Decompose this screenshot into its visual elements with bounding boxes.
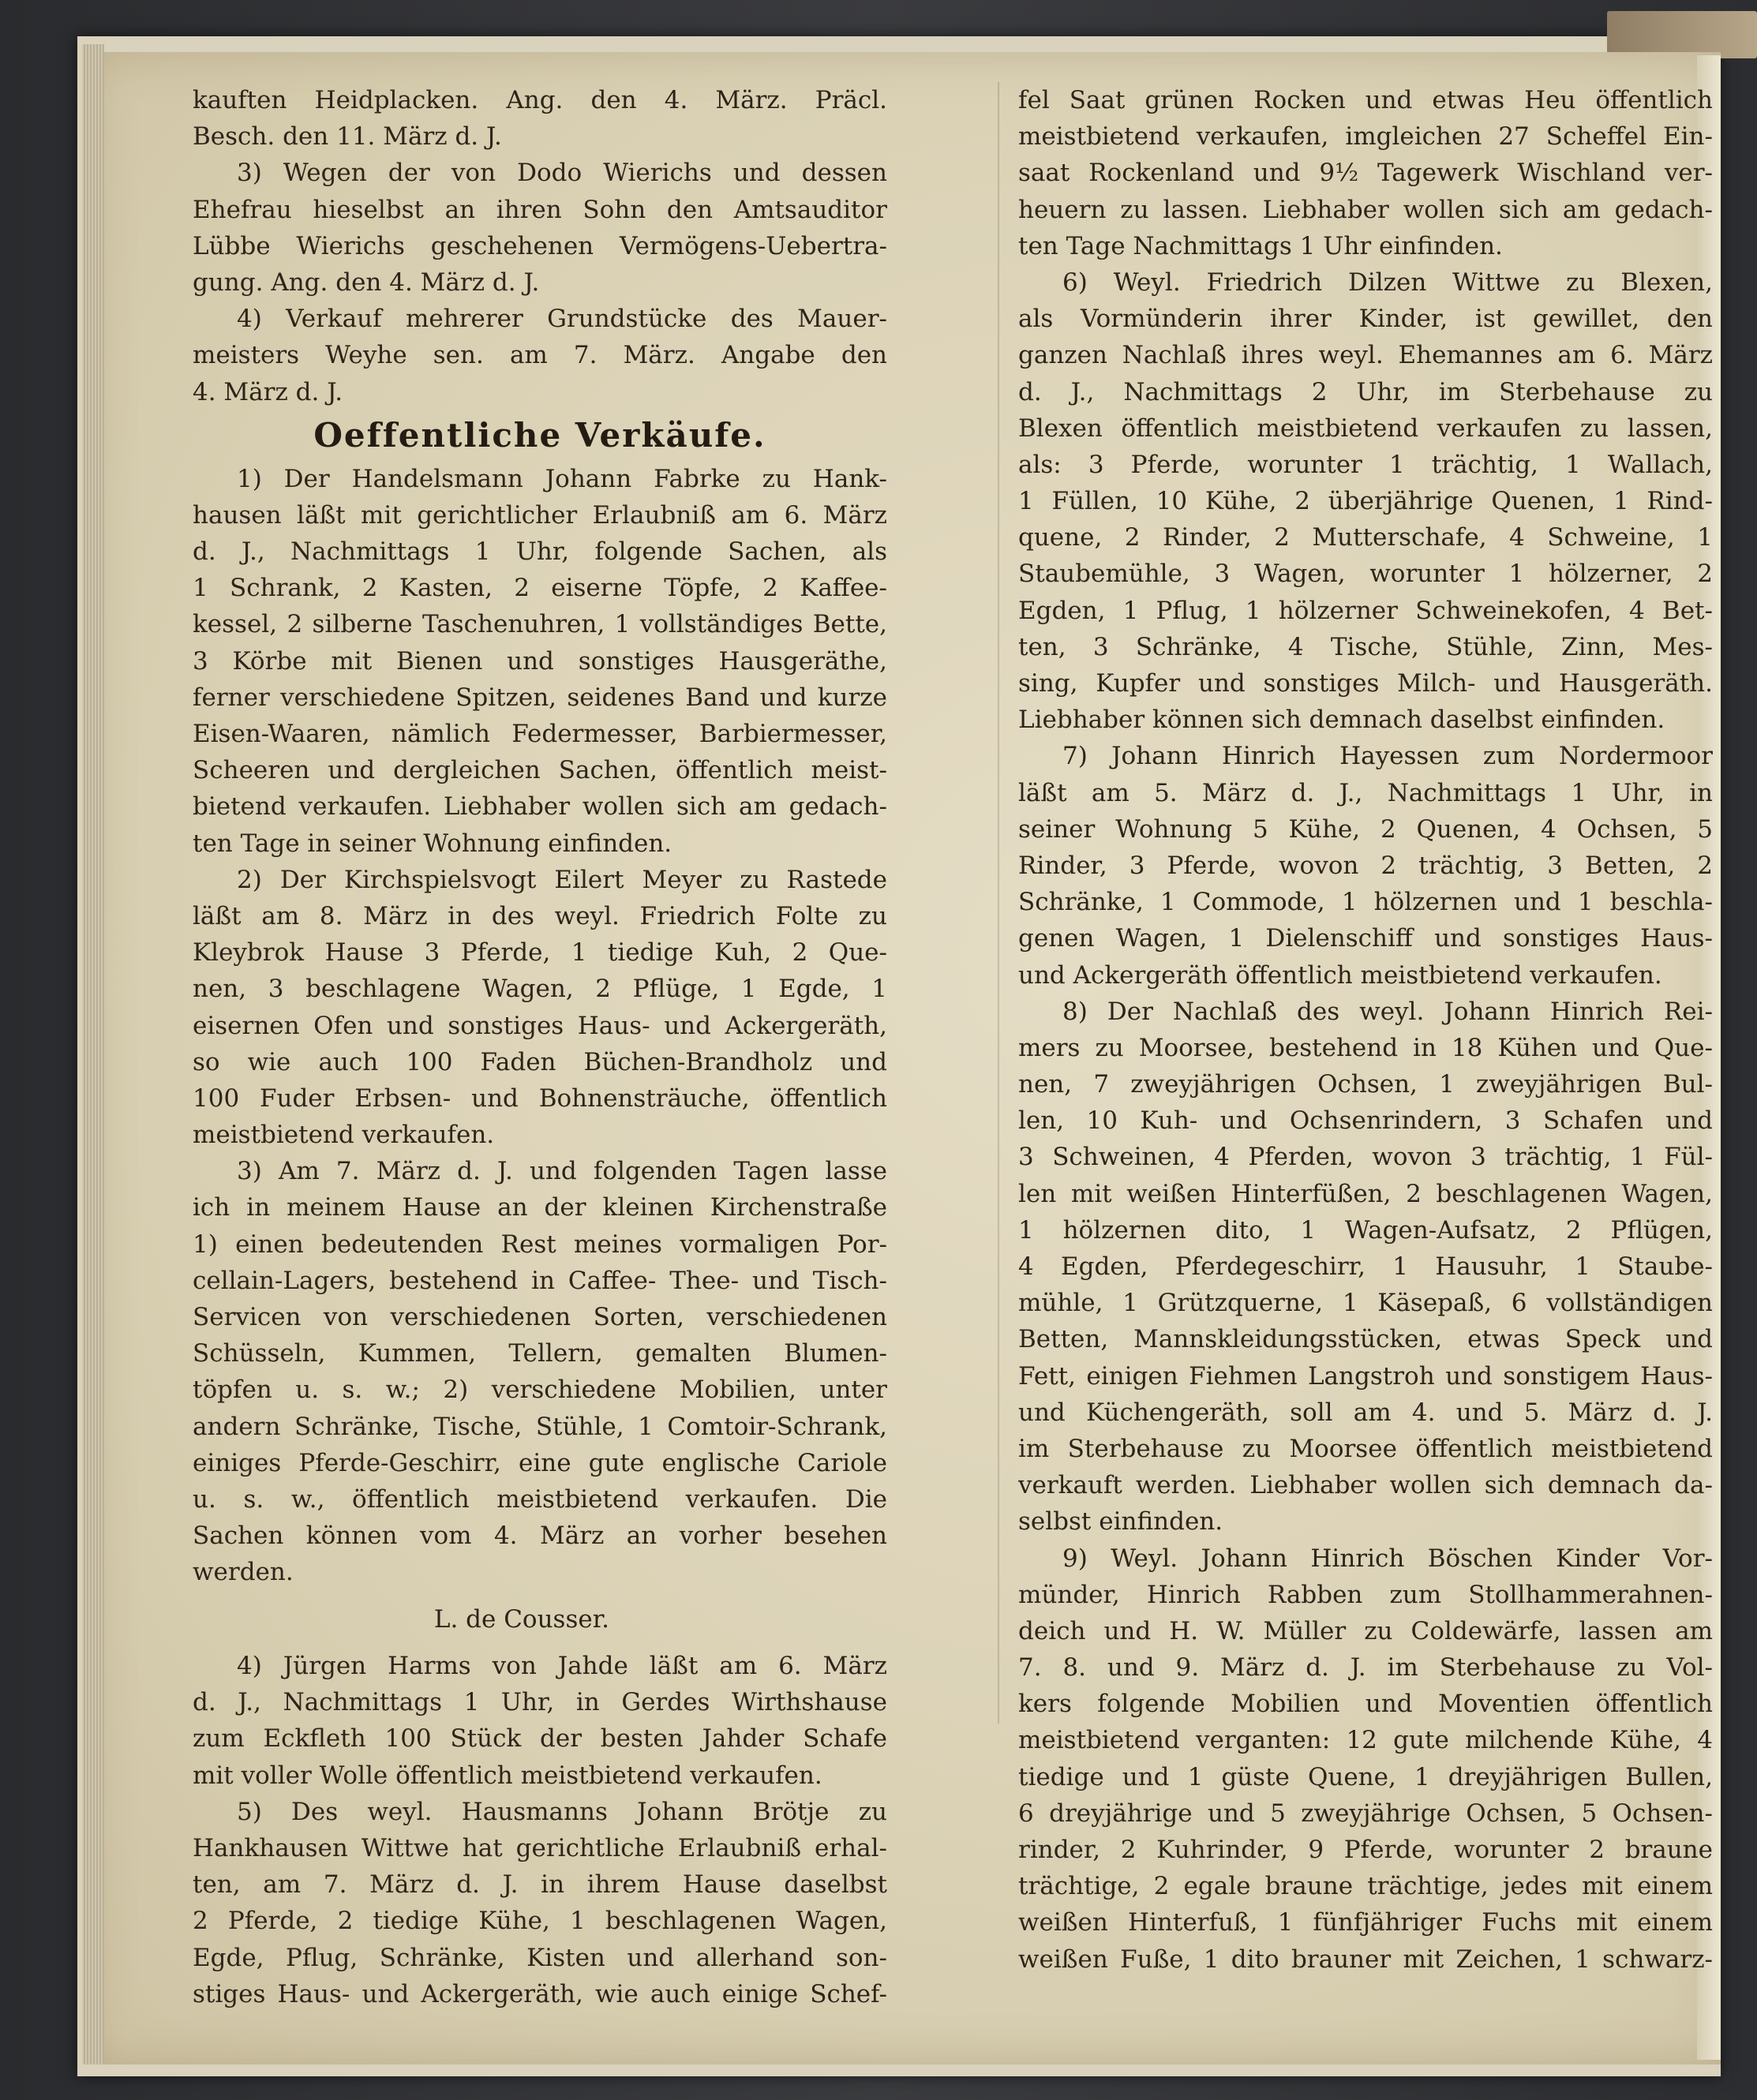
text-line: meisters Weyhe sen. am 7. März. Angabe den xyxy=(193,341,887,370)
text-line: 4) Verkauf mehrerer Grundstücke des Mauer- xyxy=(237,305,887,334)
text-line: 5) Des weyl. Hausmanns Johann Brötje zu xyxy=(237,1797,887,1826)
text-line: gung. Ang. den 4. März d. J. xyxy=(193,268,540,297)
text-line: 1 hölzernen dito, 1 Wagen-Aufsatz, 2 Pflügen, xyxy=(1018,1215,1713,1245)
text-line: kauften Heidplacken. Ang. den 4. März. Präcl. xyxy=(193,86,887,114)
text-line: ferner verschiedene Spitzen, seidenes Band und kurze xyxy=(193,683,887,712)
text-line: d. J., Nachmittags 1 Uhr, in Gerdes Wirthshause xyxy=(193,1688,887,1717)
text-line: meistbietend verkaufen, imgleichen 27 Scheffel Ein- xyxy=(1018,122,1713,152)
text-line: 1 Füllen, 10 Kühe, 2 überjährige Quenen, 1 Rind- xyxy=(1018,487,1713,516)
text-line: saat Rockenland und 9½ Tagewerk Wischland ver- xyxy=(1018,159,1713,188)
text-line: seiner Wohnung 5 Kühe, 2 Quenen, 4 Ochsen, 5 xyxy=(1018,814,1713,844)
text-line: 6) Weyl. Friedrich Dilzen Wittwe zu Blexen, xyxy=(1062,268,1713,297)
text-line: fel Saat grünen Rocken und etwas Heu öffentlich xyxy=(1018,86,1713,114)
text-line: nen, 7 zweyjährigen Ochsen, 1 zweyjährigen Bul- xyxy=(1018,1070,1713,1099)
text-line: läßt am 5. März d. J., Nachmittags 1 Uhr, in xyxy=(1018,778,1713,807)
text-line: zum Eckfleth 100 Stück der besten Jahder Schafe xyxy=(193,1724,887,1754)
text-line: kessel, 2 silberne Taschenuhren, 1 vollständiges Bette, xyxy=(193,610,887,639)
text-line: mers zu Moorsee, bestehend in 18 Kühen und Que- xyxy=(1018,1033,1713,1062)
text-line: trächtige, 2 egale braune trächtige, jedes mit einem xyxy=(1018,1872,1713,1901)
text-line: Sachen können vom 4. März an vorher besehen xyxy=(193,1522,887,1551)
text-line: 100 Fuder Erbsen- und Bohnensträuche, öffentlich xyxy=(193,1084,887,1113)
text-line: len, 10 Kuh- und Ochsenrindern, 3 Schafen und xyxy=(1018,1106,1713,1136)
text-line: cellain-Lagers, bestehend in Caffee- Thee- und Tisch- xyxy=(193,1266,887,1295)
text-line: stiges Haus- und Ackergeräth, wie auch einige Schef- xyxy=(193,1979,887,2008)
text-line: 8) Der Nachlaß des weyl. Johann Hinrich Rei- xyxy=(1062,997,1713,1026)
text-line: ten Tage Nachmittags 1 Uhr einfinden. xyxy=(1018,231,1503,260)
text-line: eisernen Ofen und sonstiges Haus- und Ackergeräth, xyxy=(193,1011,887,1040)
text-line: Egden, 1 Pflug, 1 hölzerner Schweinekofen, 4 Bet- xyxy=(1018,596,1713,625)
text-line: meistbietend verkaufen. xyxy=(193,1121,495,1150)
text-line: sing, Kupfer und sonstiges Milch- und Hausgeräth. xyxy=(1018,669,1713,698)
text-line: genen Wagen, 1 Dielenschiff und sonstiges Haus- xyxy=(1018,924,1713,953)
text-line: mit voller Wolle öffentlich meistbietend verkaufen. xyxy=(193,1761,822,1790)
text-line: Liebhaber können sich demnach daselbst einfinden. xyxy=(1018,706,1665,735)
text-line: Schüsseln, Kummen, Tellern, gemalten Blumen- xyxy=(193,1339,887,1368)
text-line: Rinder, 3 Pferde, wovon 2 trächtig, 3 Betten, 2 xyxy=(1018,851,1713,880)
text-line: einiges Pferde-Geschirr, eine gute englische Cariole xyxy=(193,1448,887,1477)
text-line: als: 3 Pferde, worunter 1 trächtig, 1 Wallach, xyxy=(1018,450,1713,479)
text-line: 4 Egden, Pferdegeschirr, 1 Hausuhr, 1 Staube- xyxy=(1018,1252,1713,1281)
text-line: Hankhausen Wittwe hat gerichtliche Erlaubniß erhal- xyxy=(193,1834,887,1863)
text-line: so wie auch 100 Faden Büchen-Brandholz und xyxy=(193,1047,887,1076)
text-line: und Ackergeräth öffentlich meistbietend verkaufen. xyxy=(1018,960,1662,990)
text-line: 2 Pferde, 2 tiedige Kühe, 1 beschlagenen Wagen, xyxy=(193,1907,887,1936)
text-line: 3) Am 7. März d. J. und folgenden Tagen lasse xyxy=(237,1157,887,1186)
binding-tab xyxy=(1607,11,1757,58)
text-line: ten Tage in seiner Wohnung einfinden. xyxy=(193,829,672,858)
text-line: Egde, Pflug, Schränke, Kisten und allerhand son- xyxy=(193,1943,887,1972)
text-line: deich und H. W. Müller zu Coldewärfe, lassen am xyxy=(1018,1616,1713,1645)
section-heading: Oeffentliche Verkäufe. xyxy=(313,415,766,455)
text-line: 1) Der Handelsmann Johann Fabrke zu Hank- xyxy=(237,464,887,493)
text-line: Schränke, 1 Commode, 1 hölzernen und 1 beschla- xyxy=(1018,888,1713,917)
text-line: 6 dreyjährige und 5 zweyjährige Ochsen, 5 Ochsen- xyxy=(1018,1799,1713,1828)
text-line: 2) Der Kirchspielsvogt Eilert Meyer zu Rastede xyxy=(237,865,887,894)
text-line: verkauft werden. Liebhaber wollen sich demnach da- xyxy=(1018,1471,1713,1500)
text-line: 3 Schweinen, 4 Pferden, wovon 3 trächtig, 1 Fül- xyxy=(1018,1143,1713,1172)
text-line: 3 Körbe mit Bienen und sonstiges Hausgeräthe, xyxy=(193,646,887,676)
text-line: münder, Hinrich Rabben zum Stollhammerahnen- xyxy=(1018,1580,1713,1609)
left-column xyxy=(193,82,887,2012)
text-line: ten, 3 Schränke, 4 Tische, Stühle, Zinn, Mes- xyxy=(1018,632,1713,661)
text-line: Betten, Mannskleidungsstücken, etwas Speck und xyxy=(1018,1325,1713,1354)
text-line: d. J., Nachmittags 1 Uhr, folgende Sachen, als xyxy=(193,537,887,567)
text-line: werden. xyxy=(193,1558,294,1587)
text-line: Blexen öffentlich meistbietend verkaufen zu lassen, xyxy=(1018,414,1713,443)
text-line: bietend verkaufen. Liebhaber wollen sich am gedach- xyxy=(193,792,887,822)
text-line: Kleybrok Hause 3 Pferde, 1 tiedige Kuh, 2 Que- xyxy=(193,938,887,968)
text-line: 7. 8. und 9. März d. J. im Sterbehause zu Vol- xyxy=(1018,1653,1713,1683)
text-line: 4) Jürgen Harms von Jahde läßt am 6. März xyxy=(237,1652,887,1681)
text-line: 7) Johann Hinrich Hayessen zum Nordermoor xyxy=(1062,742,1713,771)
text-line: mühle, 1 Grützquerne, 1 Käsepaß, 6 vollständigen xyxy=(1018,1289,1713,1318)
right-column xyxy=(1018,82,1713,1978)
text-line: Staubemühle, 3 Wagen, worunter 1 hölzerner, 2 xyxy=(1018,560,1713,589)
text-line: len mit weißen Hinterfüßen, 2 beschlagenen Wagen, xyxy=(1018,1179,1713,1208)
text-line: 1) einen bedeutenden Rest meines vormaligen Por- xyxy=(193,1230,887,1259)
signature: L. de Cousser. xyxy=(433,1604,609,1634)
text-line: weißen Fuße, 1 dito brauner mit Zeichen, 1 schwarz- xyxy=(1018,1945,1713,1974)
text-line: Besch. den 11. März d. J. xyxy=(193,122,502,152)
text-line: nen, 3 beschlagene Wagen, 2 Pflüge, 1 Egde, 1 xyxy=(193,975,887,1004)
text-line: 9) Weyl. Johann Hinrich Böschen Kinder Vor- xyxy=(1062,1544,1713,1573)
text-line: Scheeren und dergleichen Sachen, öffentlich meist- xyxy=(193,756,887,785)
text-line: als Vormünderin ihrer Kinder, ist gewillet, den xyxy=(1018,305,1713,334)
text-line: hausen läßt mit gerichtlicher Erlaubniß am 6. März xyxy=(193,500,887,530)
text-line: töpfen u. s. w.; 2) verschiedene Mobilien, unter xyxy=(193,1376,887,1405)
text-line: läßt am 8. März in des weyl. Friedrich Folte zu xyxy=(193,901,887,930)
text-line: ganzen Nachlaß ihres weyl. Ehemannes am 6. März xyxy=(1018,341,1713,370)
text-line: und Küchengeräth, soll am 4. und 5. März d. J. xyxy=(1018,1398,1713,1427)
text-line: andern Schränke, Tische, Stühle, 1 Comtoir-Schrank, xyxy=(193,1412,887,1441)
text-line: selbst einfinden. xyxy=(1018,1507,1223,1537)
text-line: heuern zu lassen. Liebhaber wollen sich am gedach- xyxy=(1018,195,1713,224)
text-line: quene, 2 Rinder, 2 Mutterschafe, 4 Schweine, 1 xyxy=(1018,523,1713,552)
text-line: rinder, 2 Kuhrinder, 9 Pferde, worunter 2 braune xyxy=(1018,1836,1713,1864)
text-line: tiedige und 1 güste Quene, 1 dreyjährigen Bullen, xyxy=(1018,1762,1713,1791)
text-line: Fett, einigen Fiehmen Langstroh und sonstigem Haus- xyxy=(1018,1361,1713,1391)
text-line: 3) Wegen der von Dodo Wierichs und dessen xyxy=(237,159,887,188)
page-edge xyxy=(82,44,104,2064)
text-line: d. J., Nachmittags 2 Uhr, im Sterbehause zu xyxy=(1018,377,1713,406)
text-line: Servicen von verschiedenen Sorten, verschiedenen xyxy=(193,1303,887,1331)
text-line: 4. März d. J. xyxy=(193,377,343,406)
column-divider xyxy=(998,82,999,1724)
text-line: ich in meinem Hause an der kleinen Kirchenstraße xyxy=(193,1193,887,1222)
text-line: ten, am 7. März d. J. in ihrem Hause daselbst xyxy=(193,1870,887,1900)
text-line: Ehefrau hieselbst an ihren Sohn den Amtsauditor xyxy=(193,195,887,224)
text-line: weißen Hinterfuß, 1 fünfjähriger Fuchs mit einem xyxy=(1018,1908,1713,1937)
text-line: 1 Schrank, 2 Kasten, 2 eiserne Töpfe, 2 Kaffee- xyxy=(193,574,887,603)
text-line: Lübbe Wierichs geschehenen Vermögens-Uebertra- xyxy=(193,231,887,260)
text-line: im Sterbehause zu Moorsee öffentlich meistbietend xyxy=(1018,1434,1713,1463)
text-line: Eisen-Waaren, nämlich Federmesser, Barbiermesser, xyxy=(193,720,887,748)
text-line: kers folgende Mobilien und Moventien öffentlich xyxy=(1018,1690,1713,1719)
text-line: meistbietend verganten: 12 gute milchende Kühe, 4 xyxy=(1018,1726,1713,1755)
text-line: u. s. w., öffentlich meistbietend verkaufen. Die xyxy=(193,1484,887,1514)
